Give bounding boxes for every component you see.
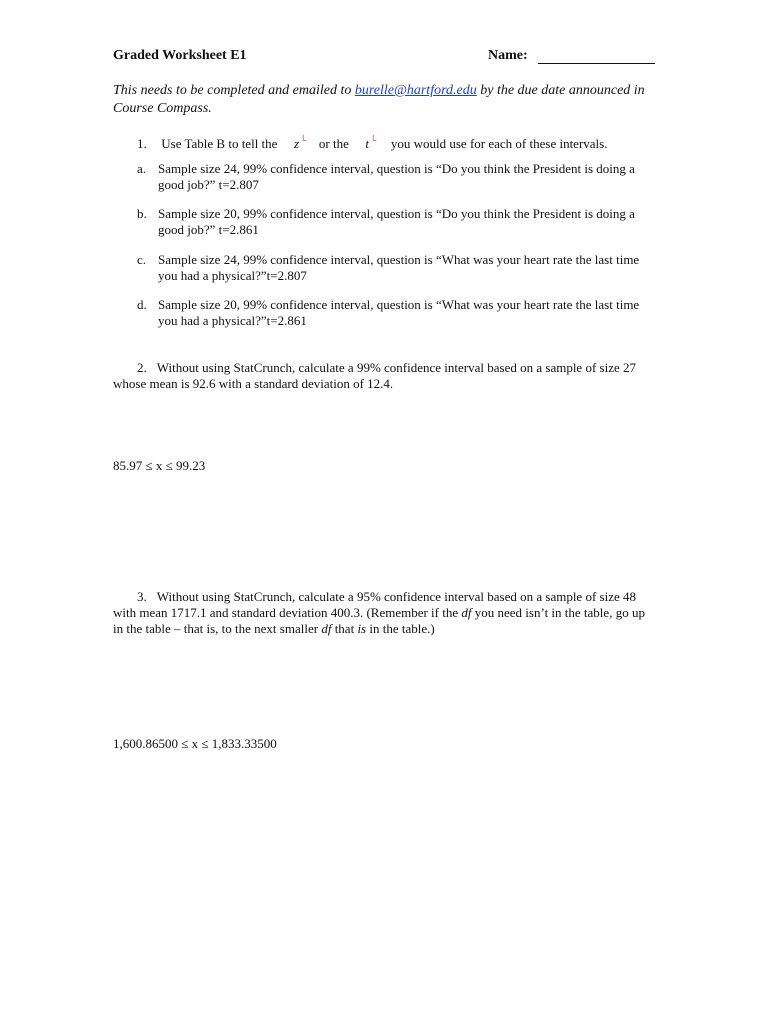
email-link[interactable]: burelle@hartford.edu xyxy=(354,83,477,98)
question-3-text-c: that xyxy=(334,621,355,636)
item-label: d. xyxy=(137,297,147,312)
intro-text-before: This needs to be completed and emailed to xyxy=(113,83,352,98)
name-label: Name: xyxy=(488,48,528,63)
question-3-number: 3. xyxy=(137,589,147,604)
z-symbol: z xyxy=(293,136,299,151)
question-3-text-a: Without using StatCrunch, calculate a 95% confidence interval based on a sample of size 48 with mean 1717.1 and standard deviation 400.3. (Remember if the xyxy=(113,589,636,620)
item-text: Sample size 20, 99% confidence interval, question is “What was your heart rate the last time you had a physical?”t=2.861 xyxy=(158,297,640,328)
question-3-text-d: in the table.) xyxy=(369,621,435,636)
t-symbol: t xyxy=(365,136,369,151)
item-label: c. xyxy=(137,252,147,267)
question-2-answer: 85.97 ≤ x ≤ 99.23 xyxy=(113,458,206,473)
question-3-text-b: you need isn’t in the table, go up in the table – that is, to the next smaller xyxy=(113,605,645,636)
z-marker-icon: └ xyxy=(300,135,307,145)
item-text: Sample size 20, 99% confidence interval, question is “Do you think the President is doing a good job?” t=2.861 xyxy=(158,206,635,237)
df-term: df xyxy=(461,605,472,620)
question-1-number: 1. xyxy=(137,136,147,151)
df-term: df xyxy=(321,621,332,636)
question-2-text: Without using StatCrunch, calculate a 99% confidence interval based on a sample of size 27 whose mean is 92.6 with a standard deviation of 12.4. xyxy=(113,360,636,391)
item-text: Sample size 24, 99% confidence interval, question is “Do you think the President is doing a good job?” t=2.807 xyxy=(158,161,635,192)
name-blank-line xyxy=(538,63,655,64)
question-1-or: or the xyxy=(318,136,349,151)
question-1-text-start: Use Table B to tell the xyxy=(161,136,278,151)
question-1 xyxy=(137,136,607,153)
worksheet-title: Graded Worksheet E1 xyxy=(113,48,247,63)
question-2-number: 2. xyxy=(137,360,147,375)
question-3-answer: 1,600.86500 ≤ x ≤ 1,833.33500 xyxy=(113,736,277,751)
t-marker-icon: └ xyxy=(369,135,377,145)
item-label: b. xyxy=(137,206,147,221)
is-term: is xyxy=(357,621,367,636)
question-3 xyxy=(113,589,658,637)
intro-instructions xyxy=(113,82,673,118)
item-label: a. xyxy=(137,161,147,176)
question-2 xyxy=(113,360,658,392)
question-1-text-end: you would use for each of these intervals. xyxy=(390,136,608,151)
item-text: Sample size 24, 99% confidence interval, question is “What was your heart rate the last time you had a physical?”t=2.807 xyxy=(158,252,640,283)
intro-text-after: by the due date announced in Course Compass. xyxy=(113,83,645,116)
